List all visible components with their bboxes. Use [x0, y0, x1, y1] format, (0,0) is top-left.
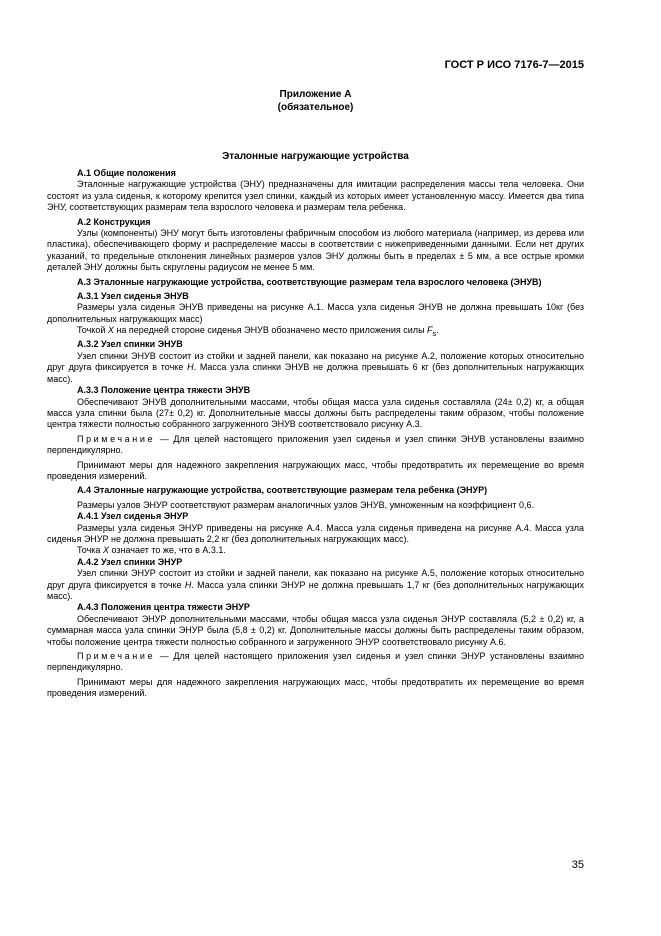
text-fragment: Узел спинки ЭНУВ состоит из стойки и задней панели, как показано на рисунке А.2, положение которых относительно друг друга фиксируется в точке: [47, 350, 584, 373]
paragraph-a33: Обеспечивают ЭНУВ дополнительными массами, чтобы общая масса узла сиденья составляла (24± 0,2) кг, а общая масса узла спинки была (27± 0,2) кг. Дополнительные массы должны быть распределены таким образом, чтобы положение центра тяжести полностью собранного загруженного ЭНУВ соответствовало рисунку А.3.: [47, 396, 584, 430]
text-fragment: Точка: [77, 545, 101, 556]
paragraph-a2: Узлы (компоненты) ЭНУ могут быть изготовлены фабричным способом из любого материала (например, из дерева или пластика), обеспечивающего форму и распределение массы в соответствии с нижеприведенными данными. Если нет других указаний, то предельные отклонения линейных размеров узлов ЭНУ должны быть в пределах ± 5 мм, а все острые кромки деталей ЭНУ должны быть скруглены радиусом не менее 5 мм.: [47, 228, 584, 273]
appendix-status: (обязательное): [277, 102, 354, 113]
text-fragment: Узел спинки ЭНУР состоит из стойки и задней панели, как показано на рисунке А.5, положение которых относительно друг друга фиксируется в точке: [47, 568, 584, 590]
text-fragment: . Масса узла спинки ЭНУВ не должна превышать 6 кг (без дополнительных нагружающих масс).: [47, 362, 584, 384]
section-heading-a2: А.2 Конструкция: [77, 216, 151, 227]
text-fragment: означает то же, что в А.3.1.: [111, 545, 226, 556]
paragraph-a31: Размеры узла сиденья ЭНУВ приведены на рисунке А.1. Масса узла сиденья ЭНУВ не должна превышать 10кг (без дополнительных нагружающих масс): [47, 302, 584, 324]
paragraph-a42: [47, 568, 584, 602]
point-symbol: X: [102, 545, 109, 556]
force-subscript: s: [432, 329, 437, 339]
paragraph-a31-point: [47, 325, 584, 339]
paragraph-a4: Размеры узлов ЭНУР соответствуют размерам аналогичных узлов ЭНУВ, умноженным на коэффициент 0,6.: [77, 499, 534, 510]
paragraph-a41: Размеры узла сиденья ЭНУР приведены на рисунке А.4. Масса узла сиденья приведена на рисунке А.4. Масса узла сиденья ЭНУР не должна превышать 2,2 кг (без дополнительных нагружающих масс).: [47, 522, 584, 544]
point-symbol: H: [187, 362, 194, 373]
note-label: Примечание: [77, 651, 156, 662]
subsection-heading-a33: А.3.3 Положение центра тяжести ЭНУВ: [77, 385, 251, 396]
paragraph-a3-last: Принимают меры для надежного закрепления нагружающих масс, чтобы предотвратить их перемещение во время проведения измерений.: [47, 459, 584, 481]
note-a4: [47, 651, 584, 674]
section-heading-a4: А.4 Эталонные нагружающие устройства, соответствующие размерам тела ребенка (ЭНУР): [77, 485, 488, 496]
point-symbol: H: [184, 579, 192, 590]
text-fragment: . Масса узла спинки ЭНУР не должна превышать 1,7 кг (без дополнительных нагружающих масс).: [47, 579, 584, 602]
note-label: Примечание: [77, 433, 156, 444]
subsection-heading-a41: А.4.1 Узел сиденья ЭНУР: [77, 511, 189, 522]
subsection-heading-a42: А.4.2 Узел спинки ЭНУР: [77, 556, 183, 567]
main-title: Эталонные нагружающие устройства: [222, 151, 409, 162]
point-symbol: X: [107, 325, 114, 336]
section-heading-a1: А.1 Общие положения: [77, 168, 176, 178]
note-text: — Для целей настоящего приложения узел сиденья и узел спинки ЭНУР установлены взаимно перпендикулярно.: [47, 651, 584, 673]
appendix-heading: [47, 88, 584, 114]
text-fragment: .: [436, 325, 439, 336]
text-fragment: на передней стороне сиденья ЭНУВ обозначено место приложения силы: [116, 325, 425, 336]
force-symbol: F: [427, 325, 433, 336]
paragraph-a32: [47, 351, 584, 385]
note-text: — Для целей настоящего приложения узел сиденья и узел спинки ЭНУВ установлены взаимно перпендикулярно.: [47, 433, 584, 456]
paragraph-a1: Эталонные нагружающие устройства (ЭНУ) предназначены для имитации распределения массы тела человека. Они состоят из узла сиденья, к которому крепится узел спинки, каждый из которых имеет установленную массу. Имеется два типа ЭНУ, соответствующих размерам тела взрослого человека и размерам тела ребенка.: [47, 179, 584, 213]
section-heading-a3: А.3 Эталонные нагружающие устройства, соответствующие размерам тела взрослого человека (ЭНУВ): [77, 276, 542, 287]
text-fragment: Точкой: [77, 325, 106, 336]
document-page: [47, 0, 584, 936]
note-a3: [47, 434, 584, 457]
paragraph-a41-point: [47, 545, 584, 556]
page-number: 35: [571, 859, 584, 871]
appendix-title: Приложение А: [279, 89, 352, 100]
subsection-heading-a43: А.4.3 Положения центра тяжести ЭНУР: [77, 602, 250, 613]
paragraph-a43: Обеспечивают ЭНУР дополнительными массами, чтобы общая масса узла сиденья ЭНУР составляла (5,2 ± 0,2) кг, а суммарная масса узла спинки ЭНУР была (5,8 ± 0,2) кг. Дополнительные массы должны быть распределены таким образом, чтобы положение центра тяжести полностью собранного и загруженного ЭНУР соответствовало рисунку А.6.: [47, 613, 584, 647]
subsection-heading-a32: А.3.2 Узел спинки ЭНУВ: [77, 339, 183, 350]
body-text: [47, 168, 584, 700]
subsection-heading-a31: А.3.1 Узел сиденья ЭНУВ: [77, 291, 189, 302]
paragraph-a4-last: Принимают меры для надежного закрепления нагружающих масс, чтобы предотвратить их перемещение во время проведения измерений.: [47, 676, 584, 699]
standard-designation: ГОСТ Р ИСО 7176-7—2015: [444, 59, 584, 71]
